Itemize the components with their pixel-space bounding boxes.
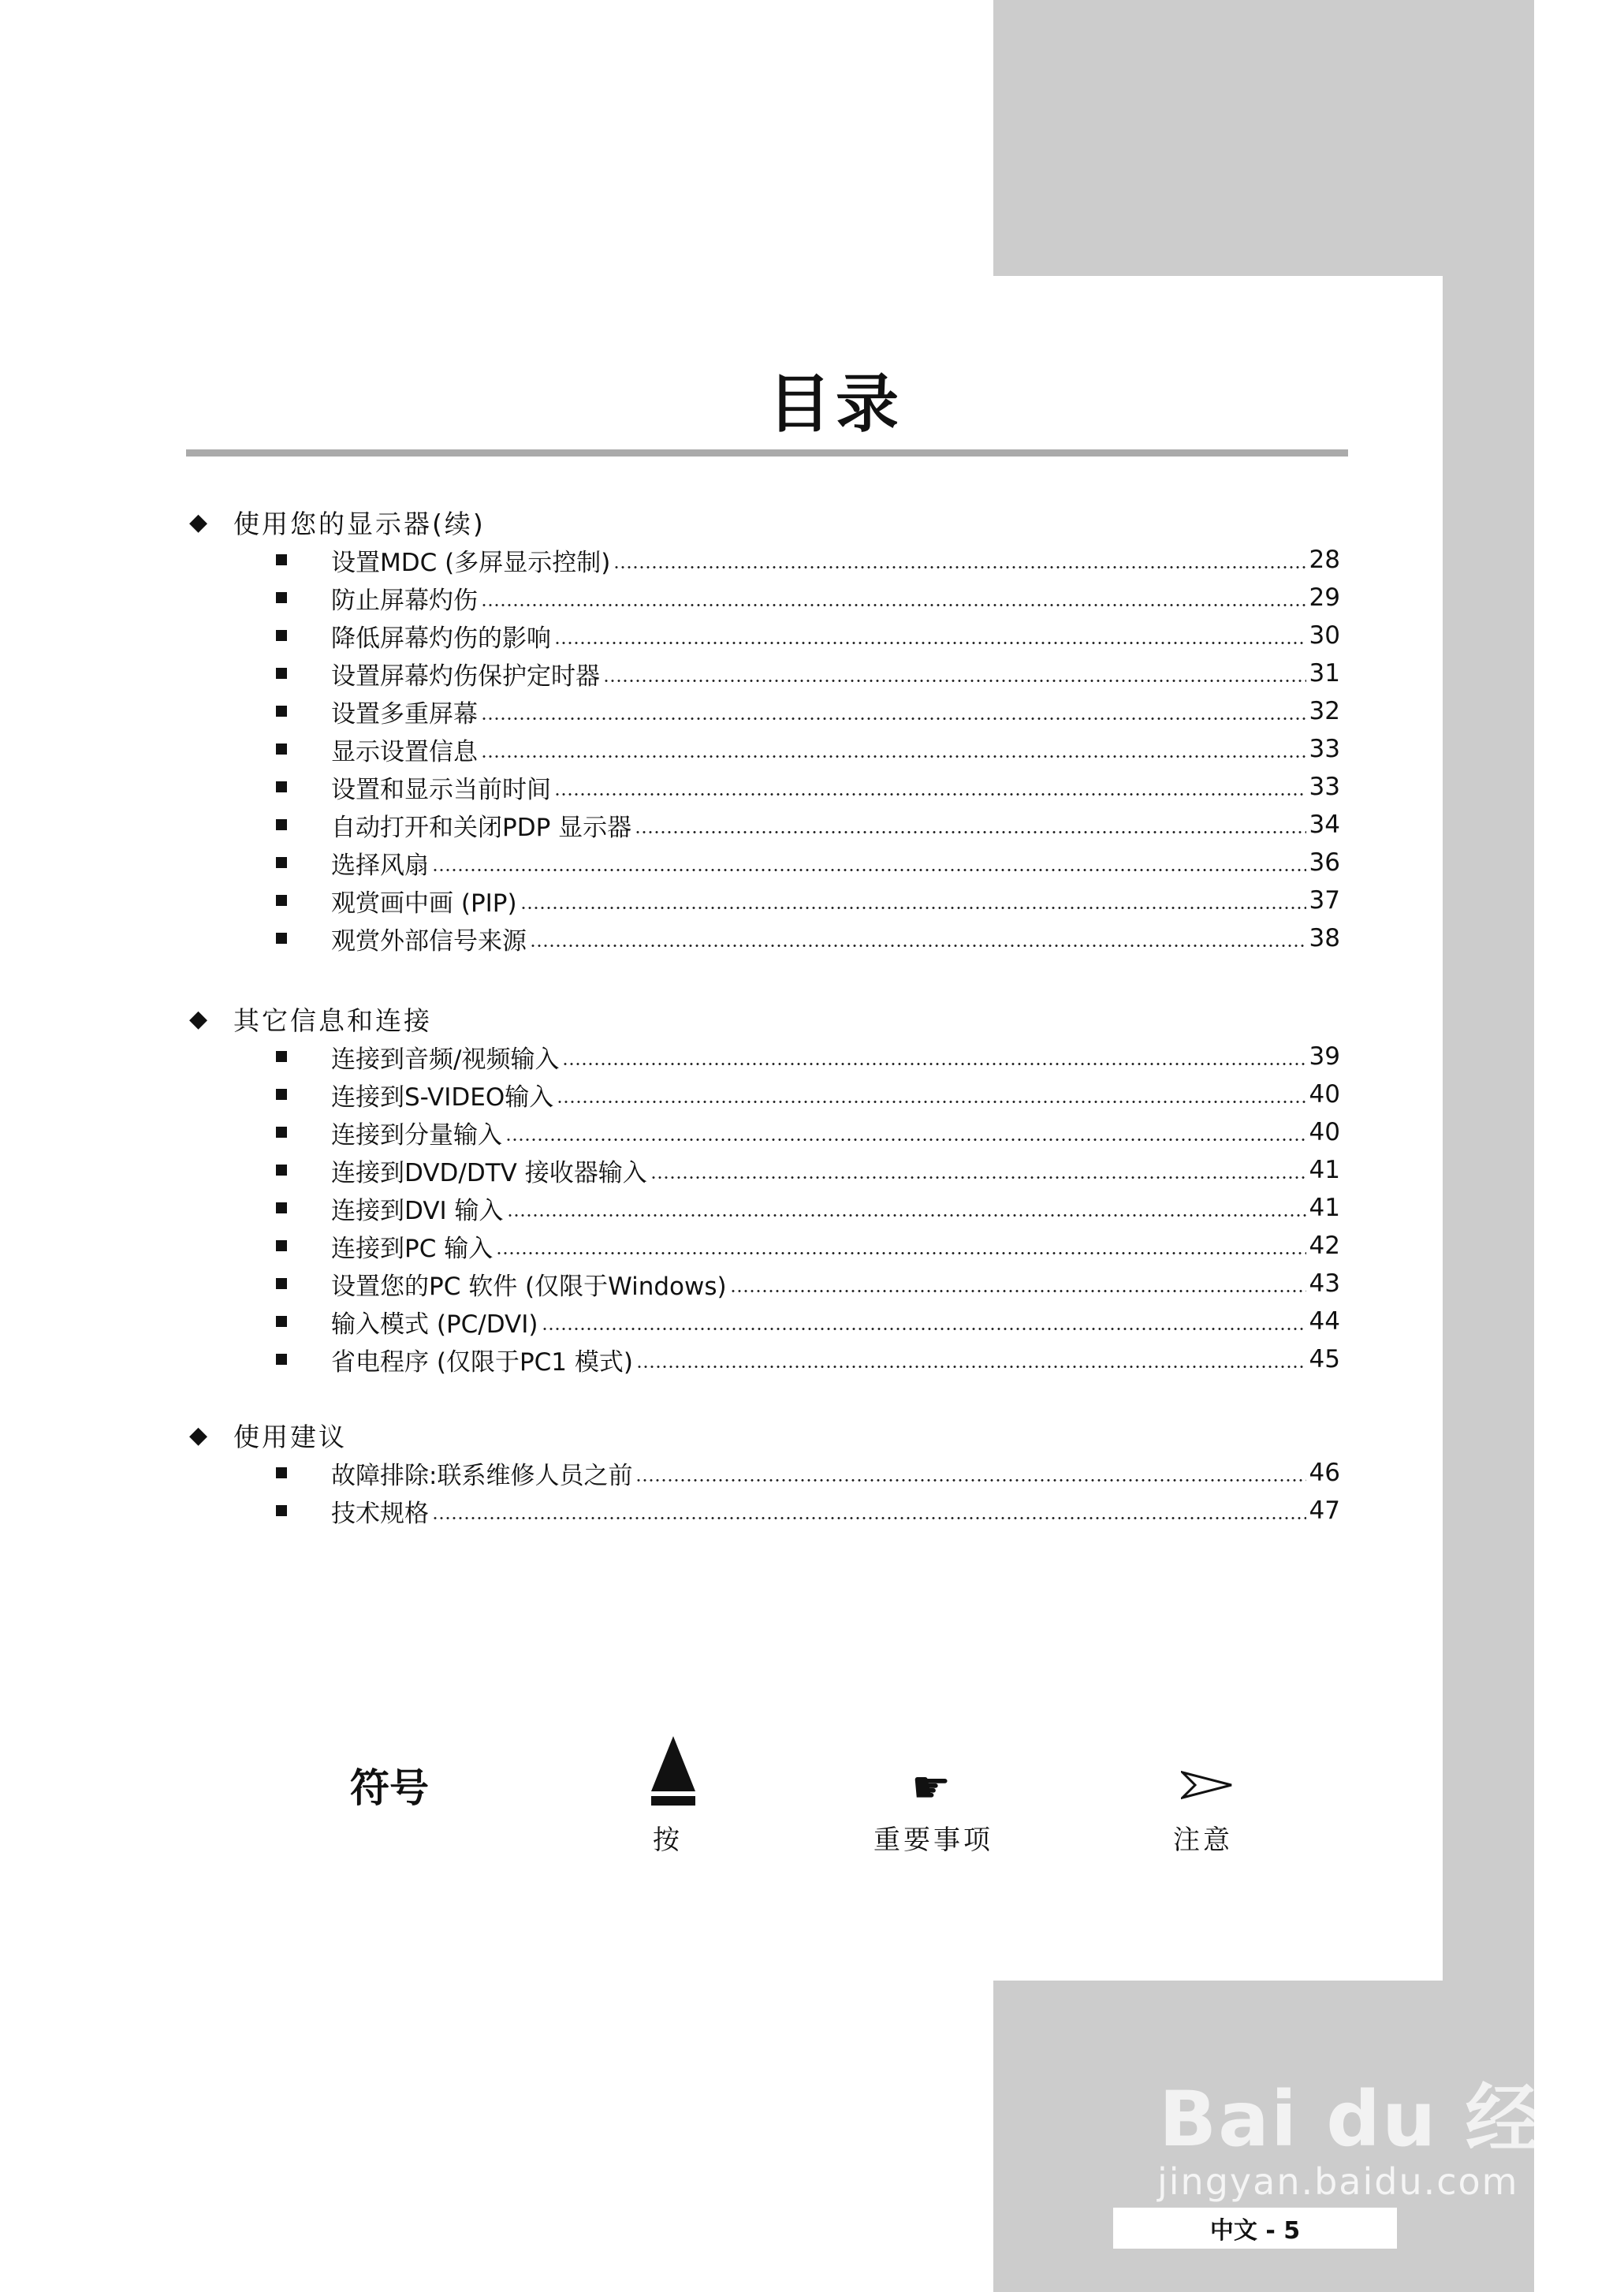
square-bullet-icon	[276, 554, 287, 565]
section-heading-label: 使用建议	[233, 1421, 347, 1452]
toc-entry-label: 连接到分量输入	[331, 1120, 502, 1150]
toc-entry[interactable]	[189, 1265, 1340, 1303]
dot-leader	[481, 603, 1306, 607]
toc-entry[interactable]	[189, 579, 1340, 617]
dot-leader	[432, 1516, 1306, 1520]
toc-entry-page: 47	[1309, 1496, 1340, 1525]
arrow-note-icon	[1181, 1769, 1233, 1801]
toc-section-connections	[189, 1000, 1340, 1378]
toc-entry-page: 33	[1309, 773, 1340, 801]
section-heading	[189, 503, 1340, 541]
toc-entry-label: 自动打开和关闭PDP 显示器	[331, 813, 632, 842]
section-heading-label: 其它信息和连接	[233, 1004, 432, 1036]
toc-entry-page: 34	[1309, 811, 1340, 839]
toc-entry-label: 防止屏幕灼伤	[331, 586, 478, 615]
toc-entry[interactable]	[189, 768, 1340, 806]
toc-entry-label: 连接到PC 输入	[331, 1234, 494, 1263]
toc-entry-label: 连接到DVD/DTV 接收器输入	[331, 1158, 647, 1187]
square-bullet-icon	[276, 933, 287, 944]
press-label: 按	[653, 1824, 683, 1856]
important-label: 重要事项	[873, 1824, 993, 1856]
section-heading	[189, 1000, 1340, 1038]
toc-entry-label: 故障排除:联系维修人员之前	[331, 1461, 633, 1490]
toc-entry-label: 技术规格	[331, 1499, 429, 1528]
toc-entry[interactable]	[189, 1454, 1340, 1492]
toc-entry-page: 39	[1309, 1042, 1340, 1071]
dot-leader	[481, 717, 1306, 721]
toc-entry-label: 设置多重屏幕	[331, 699, 478, 729]
dot-leader	[635, 1478, 1306, 1482]
toc-entry-label: 显示设置信息	[331, 737, 478, 766]
dot-leader	[635, 830, 1306, 834]
toc-entry-page: 32	[1309, 697, 1340, 725]
toc-entry[interactable]	[189, 1189, 1340, 1227]
toc-entry[interactable]	[189, 844, 1340, 881]
toc-entry-page: 37	[1309, 886, 1340, 915]
toc-entry[interactable]	[189, 541, 1340, 579]
dot-leader	[636, 1365, 1306, 1369]
gray-panel-right	[1443, 0, 1534, 2292]
baidu-watermark: Bai du 经验	[1159, 2075, 1620, 2163]
toc-entry[interactable]	[189, 1227, 1340, 1265]
toc-section-display	[189, 503, 1340, 957]
toc-section-advice	[189, 1416, 1340, 1530]
square-bullet-icon	[276, 857, 287, 868]
dot-leader	[603, 679, 1306, 683]
square-bullet-icon	[276, 1278, 287, 1289]
toc-entry-page: 42	[1309, 1232, 1340, 1260]
toc-entry-label: 设置和显示当前时间	[331, 775, 551, 804]
square-bullet-icon	[276, 819, 287, 830]
dot-leader	[542, 1327, 1306, 1331]
square-bullet-icon	[276, 1240, 287, 1251]
toc-entry-page: 40	[1309, 1118, 1340, 1146]
dot-leader	[554, 641, 1306, 645]
section-heading	[189, 1416, 1340, 1454]
square-bullet-icon	[276, 781, 287, 792]
square-bullet-icon	[276, 895, 287, 906]
square-bullet-icon	[276, 1127, 287, 1138]
toc-entry-page: 31	[1309, 659, 1340, 688]
toc-entry-page: 38	[1309, 924, 1340, 952]
dot-leader	[507, 1213, 1306, 1217]
toc-entry-label: 设置屏幕灼伤保护定时器	[331, 662, 600, 691]
title-divider	[186, 449, 1348, 457]
square-bullet-icon	[276, 1089, 287, 1100]
toc-entry-label: 选择风扇	[331, 851, 429, 880]
toc-entry[interactable]	[189, 1340, 1340, 1378]
section-heading-label: 使用您的显示器(续)	[233, 508, 486, 539]
page-number-box	[1113, 2208, 1397, 2249]
dot-leader	[562, 1062, 1306, 1066]
toc-entry-page: 44	[1309, 1307, 1340, 1336]
toc-entry-page: 33	[1309, 735, 1340, 763]
toc-entry-page: 30	[1309, 621, 1340, 650]
square-bullet-icon	[276, 706, 287, 717]
toc-entry[interactable]	[189, 730, 1340, 768]
toc-entry-page: 29	[1309, 583, 1340, 612]
square-bullet-icon	[276, 1354, 287, 1365]
toc-entry[interactable]	[189, 1303, 1340, 1340]
toc-entry[interactable]	[189, 1151, 1340, 1189]
dot-leader	[496, 1251, 1306, 1255]
toc-entry-page: 46	[1309, 1459, 1340, 1487]
press-triangle-icon	[650, 1735, 697, 1813]
toc-entry[interactable]	[189, 881, 1340, 919]
dot-leader	[432, 868, 1306, 872]
toc-entry-page: 45	[1309, 1345, 1340, 1373]
toc-entry-page: 36	[1309, 848, 1340, 877]
square-bullet-icon	[276, 1316, 287, 1327]
dot-leader	[557, 1100, 1306, 1104]
toc-entry-page: 28	[1309, 546, 1340, 574]
dot-leader	[554, 792, 1306, 796]
square-bullet-icon	[276, 592, 287, 603]
toc-entry-label: 观赏外部信号来源	[331, 926, 527, 956]
toc-entry[interactable]	[189, 1075, 1340, 1113]
square-bullet-icon	[276, 1505, 287, 1516]
toc-entry[interactable]	[189, 806, 1340, 844]
toc-entry[interactable]	[189, 1113, 1340, 1151]
square-bullet-icon	[276, 1165, 287, 1176]
square-bullet-icon	[276, 668, 287, 679]
dot-leader	[730, 1289, 1306, 1293]
dot-leader	[530, 944, 1306, 948]
toc-entry-label: 连接到音频/视频输入	[331, 1045, 560, 1074]
toc-entry-label: 连接到DVI 输入	[331, 1196, 504, 1225]
toc-entry-page: 40	[1309, 1080, 1340, 1109]
toc-entry[interactable]	[189, 617, 1340, 654]
square-bullet-icon	[276, 744, 287, 755]
toc-entry[interactable]	[189, 692, 1340, 730]
toc-entry[interactable]	[189, 654, 1340, 692]
square-bullet-icon	[276, 1467, 287, 1478]
page-number: 中文 - 5	[1209, 2217, 1301, 2245]
toc-entry-label: 输入模式 (PC/DVI)	[331, 1310, 538, 1339]
toc-entry[interactable]	[189, 1492, 1340, 1530]
toc-entry-label: 省电程序 (仅限于PC1 模式)	[331, 1347, 633, 1377]
symbols-title: 符号	[350, 1765, 429, 1811]
dot-leader	[650, 1176, 1306, 1180]
diamond-bullet-icon: ◆	[189, 1004, 210, 1033]
square-bullet-icon	[276, 1202, 287, 1213]
toc-entry-page: 41	[1309, 1156, 1340, 1184]
toc-entry-label: 降低屏幕灼伤的影响	[331, 624, 551, 653]
toc-entry[interactable]	[189, 919, 1340, 957]
toc-entry[interactable]	[189, 1038, 1340, 1075]
toc-entry-label: 设置您的PC 软件 (仅限于Windows)	[331, 1272, 727, 1301]
dot-leader	[613, 565, 1306, 569]
watermark-url: jingyan.baidu.com	[1157, 2160, 1519, 2203]
page-title: 目录	[768, 367, 903, 441]
toc-entry-page: 43	[1309, 1269, 1340, 1298]
square-bullet-icon	[276, 1051, 287, 1062]
toc-entry-label: 观赏画中画 (PIP)	[331, 889, 517, 918]
diamond-bullet-icon: ◆	[189, 1421, 210, 1449]
toc-entry-page: 41	[1309, 1194, 1340, 1222]
pointing-hand-icon: ☛	[911, 1762, 952, 1813]
diamond-bullet-icon: ◆	[189, 508, 210, 536]
square-bullet-icon	[276, 630, 287, 641]
dot-leader	[505, 1138, 1306, 1142]
toc-entry-label: 连接到S-VIDEO输入	[331, 1083, 554, 1112]
toc-entry-label: 设置MDC (多屏显示控制)	[331, 548, 611, 577]
note-label: 注意	[1173, 1824, 1233, 1856]
dot-leader	[481, 755, 1306, 758]
dot-leader	[520, 906, 1306, 910]
